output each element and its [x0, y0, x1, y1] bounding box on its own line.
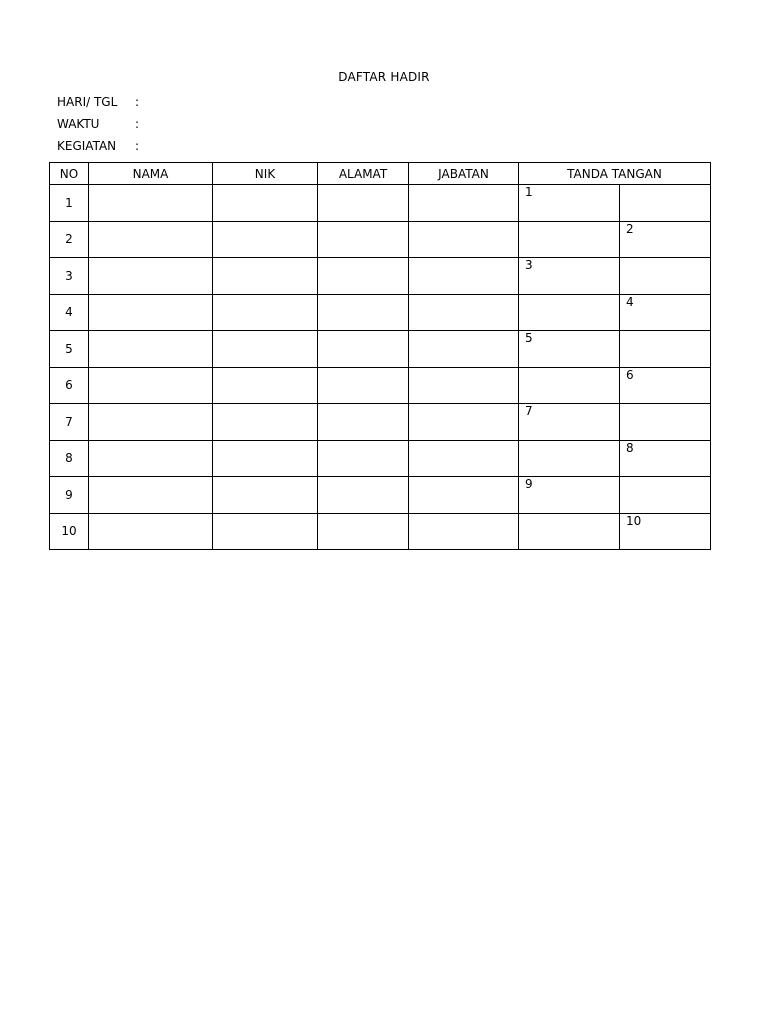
- meta-separator: :: [135, 117, 140, 131]
- cell-nik: [213, 331, 318, 368]
- cell-jabatan: [409, 294, 519, 331]
- cell-nama: [89, 221, 213, 258]
- cell-no: 3: [50, 258, 89, 295]
- cell-signature-left: [519, 294, 620, 331]
- table-header-row: [50, 163, 711, 185]
- header-no: NO: [50, 163, 89, 185]
- cell-jabatan: [409, 258, 519, 295]
- table-row: [50, 258, 711, 295]
- meta-label-activity: KEGIATAN: [57, 139, 117, 153]
- signature-number: 10: [626, 513, 642, 528]
- meta-row-time: [57, 116, 140, 132]
- cell-nama: [89, 440, 213, 477]
- meta-separator: :: [135, 139, 140, 153]
- meta-row-activity: [57, 138, 140, 154]
- cell-signature-left: [519, 258, 620, 295]
- header-tanda-tangan: TANDA TANGAN: [519, 163, 711, 185]
- table-row: [50, 404, 711, 441]
- cell-jabatan: [409, 440, 519, 477]
- cell-no: 6: [50, 367, 89, 404]
- cell-no: 4: [50, 294, 89, 331]
- header-nama: NAMA: [89, 163, 213, 185]
- cell-nik: [213, 221, 318, 258]
- cell-jabatan: [409, 331, 519, 368]
- cell-signature-right: [620, 440, 711, 477]
- meta-row-date: [57, 94, 140, 110]
- signature-number: 2: [626, 221, 634, 236]
- cell-no: 8: [50, 440, 89, 477]
- cell-nama: [89, 331, 213, 368]
- cell-alamat: [318, 367, 409, 404]
- meta-separator: :: [135, 95, 140, 109]
- cell-alamat: [318, 513, 409, 550]
- cell-alamat: [318, 440, 409, 477]
- cell-no: 1: [50, 185, 89, 222]
- meta-label-date: HARI/ TGL: [57, 95, 118, 109]
- table-row: [50, 367, 711, 404]
- table-body: [50, 185, 711, 550]
- cell-nama: [89, 477, 213, 514]
- cell-jabatan: [409, 477, 519, 514]
- cell-nama: [89, 294, 213, 331]
- cell-nik: [213, 185, 318, 222]
- signature-number: 4: [626, 294, 634, 309]
- cell-signature-right: [620, 258, 711, 295]
- cell-nama: [89, 185, 213, 222]
- table-row: [50, 185, 711, 222]
- meta-label-time: WAKTU: [57, 117, 100, 131]
- cell-nik: [213, 404, 318, 441]
- cell-no: 9: [50, 477, 89, 514]
- cell-nik: [213, 294, 318, 331]
- cell-signature-left: [519, 440, 620, 477]
- cell-no: 7: [50, 404, 89, 441]
- cell-no: 5: [50, 331, 89, 368]
- cell-nik: [213, 477, 318, 514]
- cell-signature-right: [620, 367, 711, 404]
- cell-jabatan: [409, 513, 519, 550]
- signature-number: 7: [525, 404, 533, 418]
- cell-signature-right: [620, 185, 711, 222]
- cell-signature-left: [519, 367, 620, 404]
- cell-nik: [213, 440, 318, 477]
- cell-signature-right: [620, 477, 711, 514]
- cell-nama: [89, 258, 213, 295]
- document-title: DAFTAR HADIR: [338, 70, 430, 84]
- cell-nik: [213, 367, 318, 404]
- signature-number: 5: [525, 331, 533, 345]
- cell-alamat: [318, 221, 409, 258]
- cell-signature-left: [519, 185, 620, 222]
- table-row: [50, 221, 711, 258]
- header-alamat: ALAMAT: [318, 163, 409, 185]
- cell-no: 10: [50, 513, 89, 550]
- cell-alamat: [318, 331, 409, 368]
- cell-alamat: [318, 294, 409, 331]
- cell-signature-right: [620, 221, 711, 258]
- cell-no: 2: [50, 221, 89, 258]
- cell-nama: [89, 367, 213, 404]
- table-row: [50, 440, 711, 477]
- cell-nik: [213, 258, 318, 295]
- header-jabatan: JABATAN: [409, 163, 519, 185]
- table-row: [50, 331, 711, 368]
- cell-alamat: [318, 404, 409, 441]
- table-row: [50, 294, 711, 331]
- cell-nama: [89, 513, 213, 550]
- cell-signature-left: [519, 513, 620, 550]
- cell-signature-right: [620, 331, 711, 368]
- cell-alamat: [318, 477, 409, 514]
- cell-jabatan: [409, 185, 519, 222]
- signature-number: 1: [525, 185, 533, 199]
- cell-signature-left: [519, 221, 620, 258]
- cell-jabatan: [409, 221, 519, 258]
- header-nik: NIK: [213, 163, 318, 185]
- cell-signature-left: [519, 477, 620, 514]
- cell-alamat: [318, 185, 409, 222]
- table-row: [50, 513, 711, 550]
- table-row: [50, 477, 711, 514]
- cell-jabatan: [409, 404, 519, 441]
- cell-nik: [213, 513, 318, 550]
- cell-signature-left: [519, 404, 620, 441]
- cell-signature-left: [519, 331, 620, 368]
- signature-number: 3: [525, 258, 533, 272]
- cell-nama: [89, 404, 213, 441]
- cell-jabatan: [409, 367, 519, 404]
- attendance-table: [49, 162, 711, 550]
- cell-alamat: [318, 258, 409, 295]
- cell-signature-right: [620, 294, 711, 331]
- signature-number: 9: [525, 477, 533, 491]
- signature-number: 6: [626, 367, 634, 382]
- cell-signature-right: [620, 513, 711, 550]
- signature-number: 8: [626, 440, 634, 455]
- cell-signature-right: [620, 404, 711, 441]
